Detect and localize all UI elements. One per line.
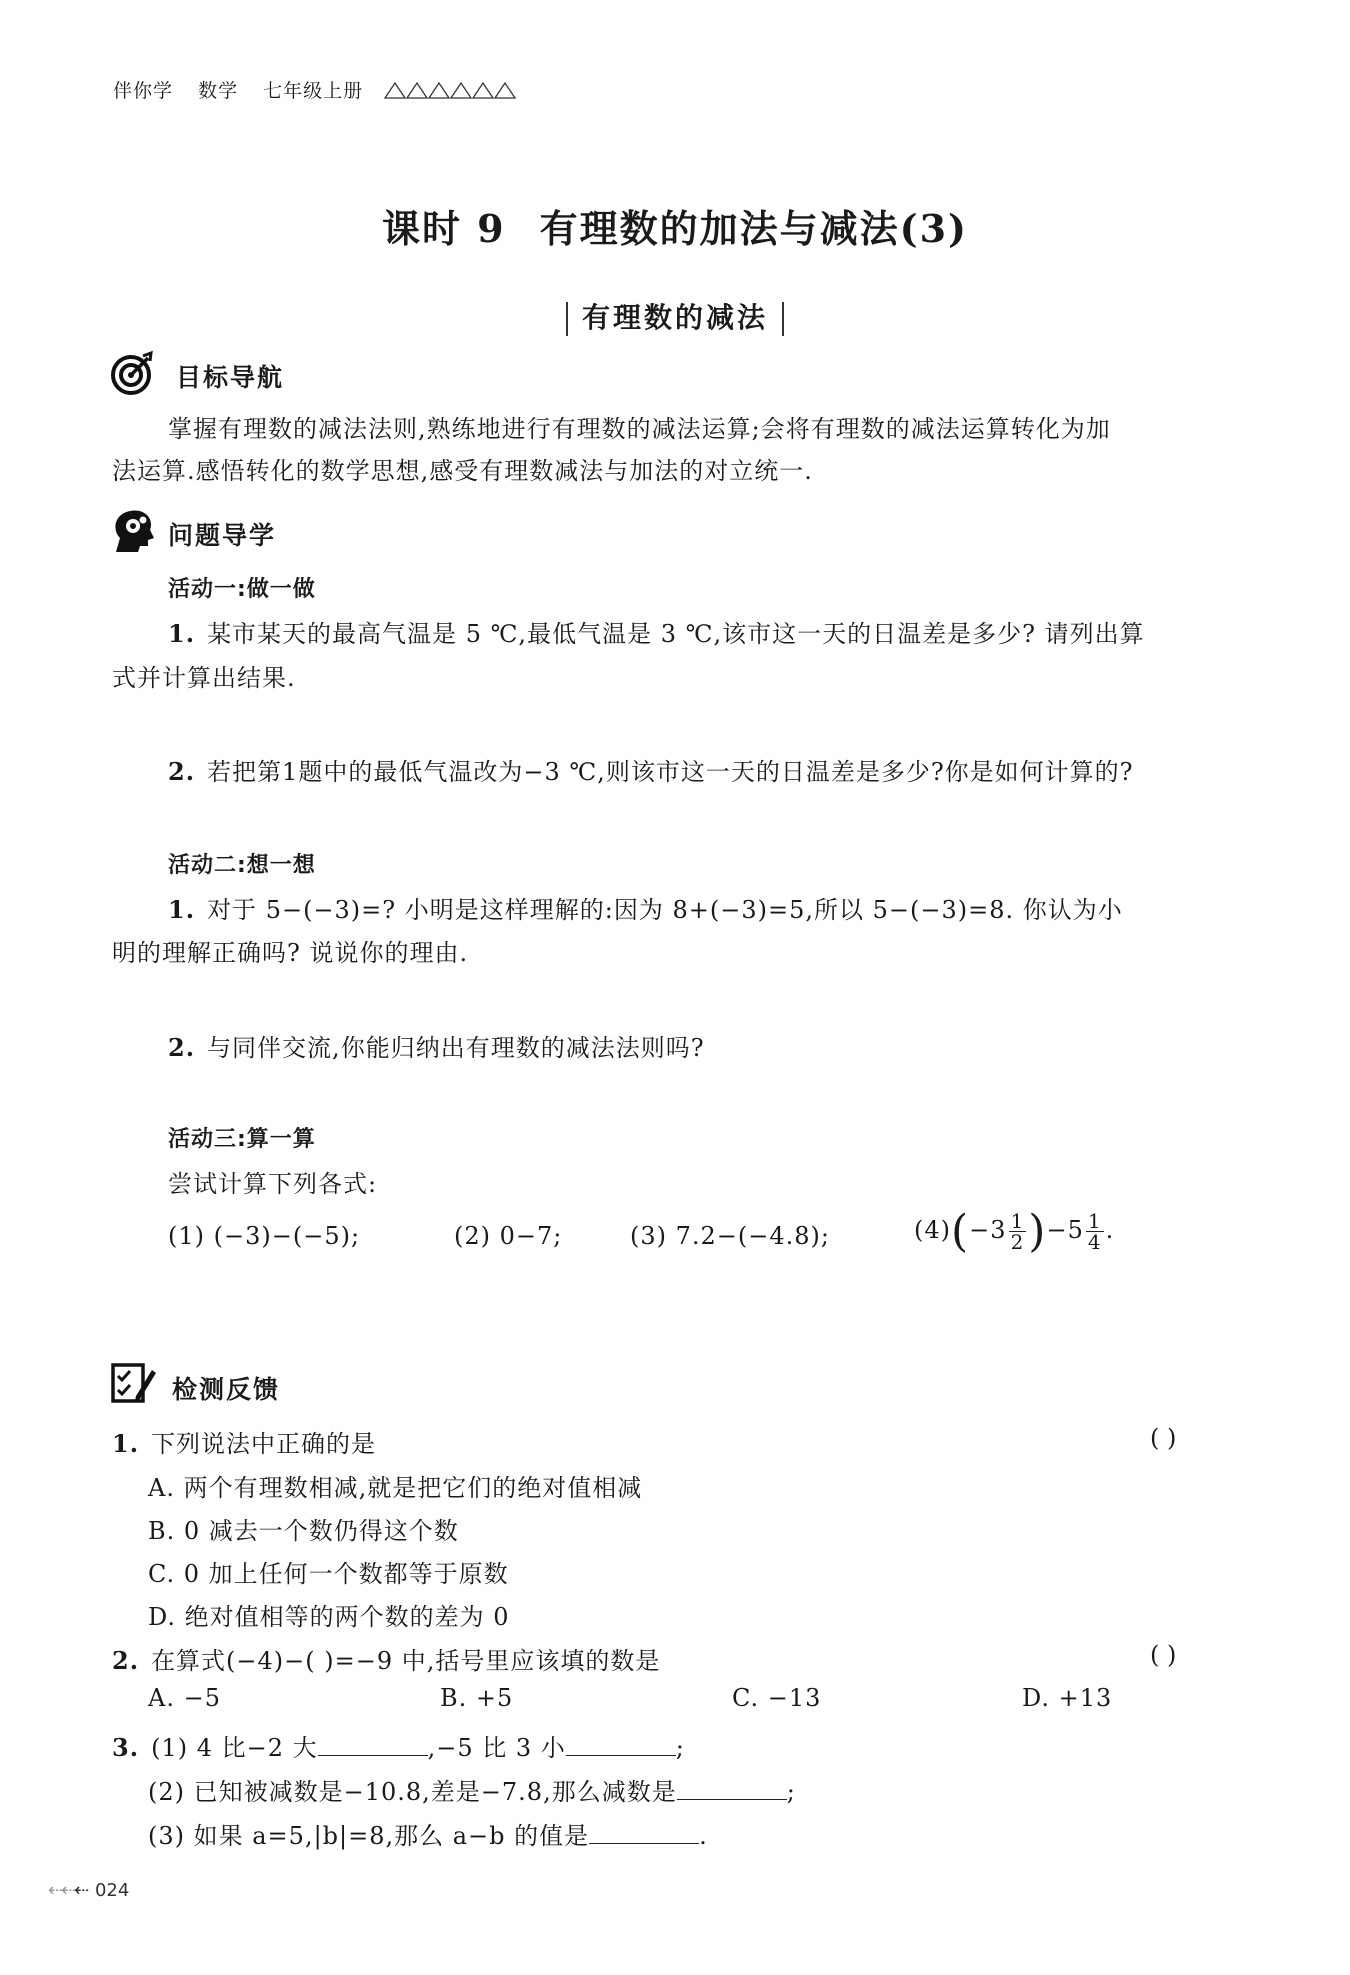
expr-4: (4)(−3 $\frac{1}{2}$ )−5 $\frac{1}{4}$ . — [914, 1206, 1115, 1257]
question-number: 1. — [112, 1429, 140, 1458]
activity-1-title: 活动一:做一做 — [168, 577, 316, 602]
fb-q1-option-b: B. 0 减去一个数仍得这个数 — [148, 1517, 459, 1545]
grade-name: 七年级上册 — [263, 80, 364, 102]
answer-blank[interactable] — [566, 1733, 676, 1756]
question-number: 2. — [168, 1033, 196, 1062]
divider — [566, 302, 568, 336]
question-text: 某市某天的最高气温是 5 ℃,最低气温是 3 ℃,该市这一天的日温差是多少? 请列出算 — [207, 620, 1145, 648]
target-icon — [110, 350, 156, 396]
question-number: 3. — [112, 1733, 140, 1762]
question-number: 1. — [168, 895, 196, 924]
lesson-title — [0, 198, 1350, 253]
goal-line-2: 法运算.感悟转化的数学思想,感受有理数减法与加法的对立统一. — [112, 457, 813, 485]
fb-q2-option-d: D. +13 — [1022, 1684, 1113, 1712]
act2-q1-line2: 明的理解正确吗? 说说你的理由. — [112, 939, 469, 967]
feedback-heading: 检测反馈 — [172, 1375, 281, 1404]
fb-q1-option-d: D. 绝对值相等的两个数的差为 0 — [148, 1603, 510, 1631]
act1-q1-line1 — [168, 614, 1145, 649]
fb-q2-option-b: B. +5 — [440, 1684, 514, 1712]
fb-q2-option-a: A. −5 — [148, 1684, 221, 1712]
question-number: 2. — [112, 1646, 140, 1675]
answer-blank[interactable] — [318, 1733, 428, 1756]
fb-q3-part3: (3) 如果 a=5,|b|=8,那么 a−b 的值是 . — [148, 1822, 708, 1850]
question-text: 下列说法中正确的是 — [151, 1430, 377, 1458]
expr-4-minus: −5 — [1046, 1216, 1084, 1244]
triangle-pattern-icon — [383, 80, 528, 100]
act3-intro: 尝试计算下列各式: — [168, 1170, 378, 1198]
fb-q3-part1: 3. (1) 4 比−2 大 ,−5 比 3 小 ; — [112, 1733, 685, 1762]
fraction: $\frac{1}{2}$ — [1010, 1209, 1025, 1254]
page-footer — [48, 1880, 129, 1901]
fb-q3-part2: (2) 已知被减数是−10.8,差是−7.8,那么减数是 ; — [148, 1778, 796, 1806]
lesson-title-text: 有理数的加法与减法(3) — [539, 206, 969, 251]
activity-3-title: 活动三:算一算 — [168, 1127, 316, 1152]
answer-blank[interactable] — [589, 1821, 699, 1844]
expr-3: (3) 7.2−(−4.8); — [630, 1222, 830, 1250]
answer-paren: ( ) — [1150, 1424, 1177, 1452]
head-gears-icon — [110, 508, 156, 554]
question-number: 2. — [168, 757, 196, 786]
checklist-pencil-icon — [110, 1360, 156, 1406]
fb-q1-option-a: A. 两个有理数相减,就是把它们的绝对值相减 — [148, 1474, 643, 1502]
fraction: $\frac{1}{4}$ — [1087, 1209, 1102, 1254]
section-subtitle — [0, 296, 1350, 336]
activity-2-title: 活动二:想一想 — [168, 853, 316, 878]
act2-q2 — [168, 1028, 705, 1063]
fb-q1-option-c: C. 0 加上任何一个数都等于原数 — [148, 1560, 509, 1588]
series-name: 伴你学 — [113, 80, 174, 102]
problems-heading: 问题导学 — [168, 521, 277, 550]
arrow-left-icon: ⇠⇠ — [48, 1880, 75, 1901]
expr-2: (2) 0−7; — [454, 1222, 563, 1250]
page-number: 024 — [94, 1880, 130, 1901]
arrow-left-icon: ⇠ — [74, 1880, 95, 1901]
answer-paren: ( ) — [1150, 1641, 1177, 1669]
goal-heading: 目标导航 — [176, 363, 285, 392]
subject-name: 数学 — [198, 80, 239, 102]
divider — [782, 302, 784, 336]
subtitle-text: 有理数的减法 — [581, 301, 768, 334]
act2-q1-line1 — [168, 890, 1123, 925]
question-text: 若把第1题中的最低气温改为−3 ℃,则该市这一天的日温差是多少?你是如何计算的? — [207, 758, 1134, 786]
expr-1: (1) (−3)−(−5); — [168, 1222, 361, 1250]
goal-line-1: 掌握有理数的减法法则,熟练地进行有理数的减法运算;会将有理数的减法运算转化为加 — [168, 415, 1111, 443]
lesson-number: 课时 9 — [381, 206, 506, 251]
fb-q2-option-c: C. −13 — [732, 1684, 822, 1712]
act1-q1-line2: 式并计算出结果. — [112, 664, 296, 692]
act1-q2 — [168, 752, 1134, 787]
fb-q1 — [112, 1424, 376, 1459]
answer-blank[interactable] — [677, 1777, 787, 1800]
question-text: 与同伴交流,你能归纳出有理数的减法法则吗? — [207, 1034, 705, 1062]
fb-q2 — [112, 1641, 660, 1676]
question-text: 在算式(−4)−( )=−9 中,括号里应该填的数是 — [151, 1647, 661, 1675]
running-header — [113, 76, 381, 103]
expr-4-whole: −3 — [969, 1216, 1007, 1244]
expr-4-label: (4) — [914, 1216, 951, 1244]
question-text: 对于 5−(−3)=? 小明是这样理解的:因为 8+(−3)=5,所以 5−(−3)=8. 你认为小 — [207, 896, 1123, 924]
question-number: 1. — [168, 619, 196, 648]
